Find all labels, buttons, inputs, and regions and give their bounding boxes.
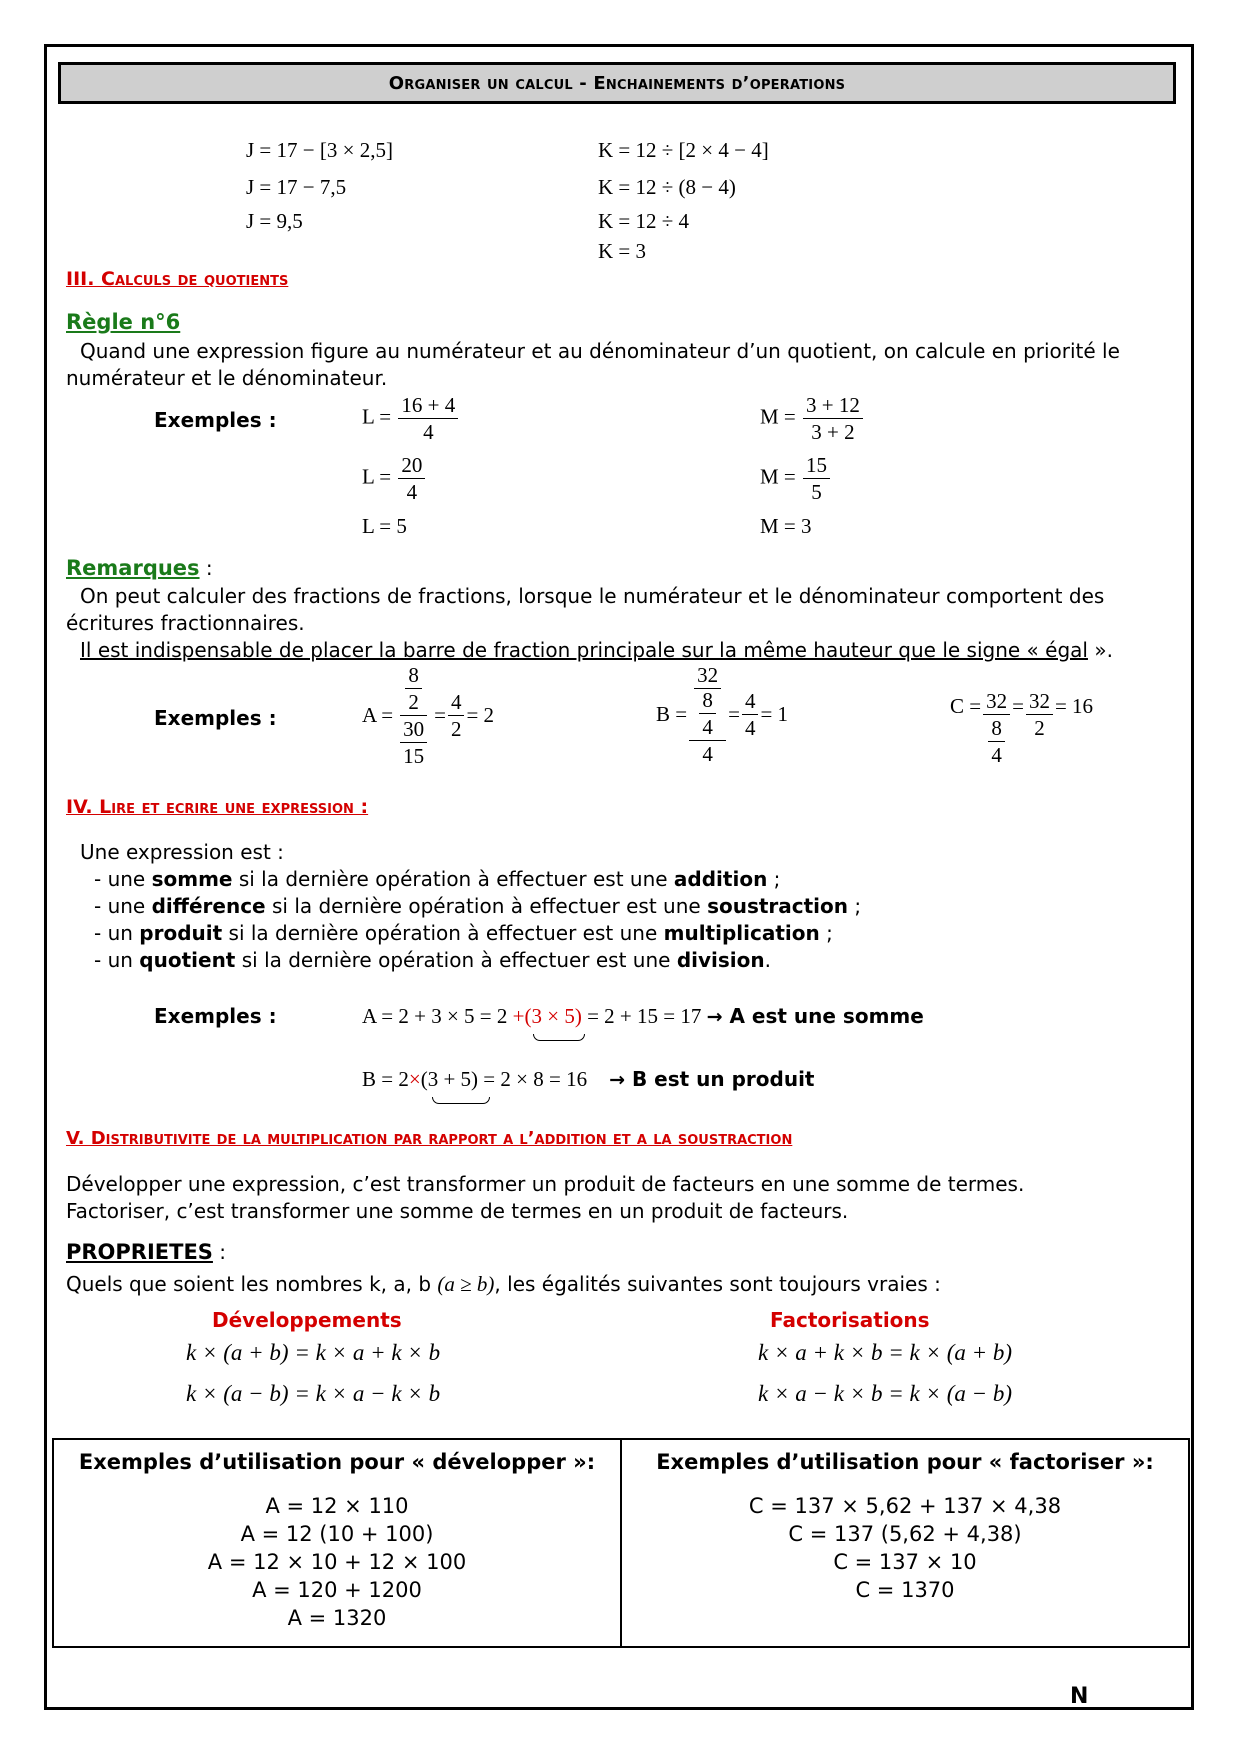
l2-den: 4 bbox=[406, 480, 418, 505]
props-post: , les égalités suivantes sont toujours vraies : bbox=[494, 1272, 941, 1296]
c-mid-num: 8 bbox=[988, 717, 1005, 742]
b-lhs: B = bbox=[656, 702, 688, 727]
expression-item-difference bbox=[94, 894, 861, 918]
remarks-colon: : bbox=[199, 556, 213, 580]
arrow-icon: → bbox=[706, 1006, 723, 1028]
remarks-heading bbox=[66, 556, 213, 580]
remarks-text-1: On peut calculer des fractions de fractions, lorsque le numérateur et le dénominateur comportent des bbox=[80, 584, 1105, 608]
page-title bbox=[58, 62, 1176, 104]
props-pre: Quels que soient les nombres k, a, b bbox=[66, 1272, 438, 1296]
b-complex-fraction bbox=[689, 664, 726, 765]
develop-example-line: A = 1320 bbox=[287, 1606, 387, 1630]
j-line-1: J = 17 − [3 × 2,5] bbox=[246, 138, 393, 162]
page-corner-mark: N bbox=[1070, 1684, 1089, 1709]
item-op: soustraction bbox=[707, 894, 849, 918]
item-term: différence bbox=[151, 894, 266, 918]
develop-example-line: A = 12 × 110 bbox=[265, 1494, 409, 1518]
develop-example-line: A = 120 + 1200 bbox=[252, 1578, 422, 1602]
item-pre: - un bbox=[94, 921, 140, 945]
underbrace-a bbox=[533, 1034, 585, 1041]
l1-lhs: L = bbox=[362, 404, 392, 429]
l-line-3: L = 5 bbox=[362, 514, 407, 538]
item-op: division bbox=[676, 948, 765, 972]
l1-num: 16 + 4 bbox=[398, 394, 458, 419]
item-post: ; bbox=[819, 921, 833, 945]
develop-formula-1: k × (a + b) = k × a + k × b bbox=[186, 1340, 441, 1365]
examples-label-expressions: Exemples : bbox=[154, 1004, 277, 1028]
b-top: 32 bbox=[694, 664, 721, 689]
b-top-fraction bbox=[694, 664, 721, 738]
k-line-2: K = 12 ÷ (8 − 4) bbox=[598, 175, 736, 199]
item-mid: si la dernière opération à effectuer est une bbox=[222, 921, 664, 945]
c-complex-fraction bbox=[983, 690, 1010, 766]
c-top: 32 bbox=[983, 690, 1010, 715]
l1-den: 4 bbox=[423, 420, 434, 445]
m-line-2 bbox=[760, 454, 832, 503]
factor-examples-header: Exemples d’utilisation pour « factoriser »: bbox=[656, 1450, 1154, 1474]
item-mid: si la dernière opération à effectuer est une bbox=[235, 948, 677, 972]
a-result: = 2 bbox=[466, 703, 495, 728]
develop-formula-2: k × (a − b) = k × a − k × b bbox=[186, 1381, 441, 1406]
c-r-den: 2 bbox=[1034, 716, 1045, 741]
l1-fraction bbox=[398, 394, 458, 443]
item-term: somme bbox=[151, 867, 233, 891]
exa-plus: + bbox=[512, 1004, 525, 1028]
example-product bbox=[362, 1067, 815, 1092]
exb-times: × bbox=[408, 1067, 421, 1091]
develop-examples-column bbox=[54, 1440, 620, 1646]
a-result-fraction bbox=[448, 691, 465, 740]
m2-lhs: M = bbox=[760, 464, 796, 489]
a-bot-den: 15 bbox=[403, 744, 425, 769]
section-4-title: IV. Lire et ecrire une expression : bbox=[66, 796, 369, 818]
rule-6-text-1: Quand une expression figure au numérateur et au dénominateur d’un quotient, on calcule en priorité le bbox=[80, 339, 1120, 363]
examples-label-quotients: Exemples : bbox=[154, 408, 277, 432]
j-line-3: J = 9,5 bbox=[246, 209, 303, 233]
factor-example-line: C = 137 × 5,62 + 137 × 4,38 bbox=[748, 1494, 1062, 1518]
section-3-title: III. Calculs de quotients bbox=[66, 268, 289, 290]
example-b bbox=[656, 664, 788, 765]
page-title-text: Organiser un calcul - Enchainements d’operations bbox=[388, 72, 846, 94]
l-line-1 bbox=[362, 394, 460, 443]
l2-lhs: L = bbox=[362, 464, 392, 489]
m-line-3: M = 3 bbox=[760, 514, 812, 538]
remarks-end: ». bbox=[1087, 638, 1113, 662]
exa-conclusion: A est une somme bbox=[722, 1004, 924, 1028]
exb-pre: B = 2 bbox=[362, 1067, 409, 1091]
m1-lhs: M = bbox=[760, 404, 796, 429]
exa-paren: (3 × 5) bbox=[524, 1004, 582, 1028]
item-post: . bbox=[764, 948, 771, 972]
a-r-num: 4 bbox=[448, 691, 465, 716]
a-complex-fraction bbox=[395, 664, 432, 767]
exa-pre: A = 2 + 3 × 5 = 2 bbox=[362, 1004, 513, 1028]
definition-develop: Développer une expression, c’est transformer un produit de facteurs en une somme de termes. bbox=[66, 1172, 1025, 1196]
expression-item-quotient bbox=[94, 948, 771, 972]
k-line-3: K = 12 ÷ 4 bbox=[598, 209, 690, 233]
item-op: addition bbox=[673, 867, 768, 891]
a-eq: = bbox=[434, 703, 446, 728]
l2-num: 20 bbox=[398, 454, 425, 479]
c-lhs: C = bbox=[950, 694, 982, 718]
m-line-1 bbox=[760, 394, 865, 443]
remarks-text-2: écritures fractionnaires. bbox=[66, 611, 305, 635]
underbrace-b bbox=[432, 1097, 490, 1104]
l-line-2 bbox=[362, 454, 427, 503]
expression-intro: Une expression est : bbox=[80, 840, 284, 864]
c-bottom-fraction bbox=[988, 717, 1005, 766]
properties-heading bbox=[66, 1240, 226, 1264]
factorisations-title: Factorisations bbox=[770, 1308, 930, 1332]
remarks-title: Remarques bbox=[66, 556, 200, 580]
factor-example-line: C = 137 (5,62 + 4,38) bbox=[788, 1522, 1022, 1546]
remarks-underlined: Il est indispensable de placer la barre de fraction principale sur la même hauteur que le signe « égal bbox=[80, 638, 1088, 662]
item-post: ; bbox=[767, 867, 781, 891]
arrow-icon: → bbox=[609, 1069, 625, 1091]
c-result-fraction bbox=[1026, 690, 1053, 739]
expression-item-sum bbox=[94, 867, 780, 891]
expression-item-product bbox=[94, 921, 833, 945]
factor-formula-1: k × a + k × b = k × (a + b) bbox=[758, 1340, 1013, 1365]
j-line-2: J = 17 − 7,5 bbox=[246, 175, 347, 199]
exb-conclusion: B est un produit bbox=[625, 1067, 815, 1091]
a-top-fraction bbox=[405, 664, 422, 713]
develop-example-line: A = 12 × 10 + 12 × 100 bbox=[207, 1550, 467, 1574]
b-r-den: 4 bbox=[744, 716, 756, 741]
properties-text bbox=[66, 1272, 941, 1297]
example-a bbox=[362, 664, 494, 767]
b-bottom: 4 bbox=[702, 742, 713, 767]
b-eq: = bbox=[728, 702, 740, 727]
example-sum bbox=[362, 1004, 924, 1029]
b-result: = 1 bbox=[760, 702, 789, 727]
definition-factor: Factoriser, c’est transformer une somme de termes en un produit de facteurs. bbox=[66, 1199, 849, 1223]
b-mid-den: 4 bbox=[702, 715, 713, 740]
a-top-den: 2 bbox=[408, 690, 419, 715]
b-mid-num: 8 bbox=[699, 689, 716, 714]
l2-fraction bbox=[398, 454, 425, 503]
m1-fraction bbox=[803, 394, 863, 443]
item-pre: - une bbox=[94, 867, 152, 891]
props-condition: (a ≥ b) bbox=[437, 1272, 495, 1296]
a-r-den: 2 bbox=[450, 717, 462, 742]
item-post: ; bbox=[848, 894, 862, 918]
k-line-1: K = 12 ÷ [2 × 4 − 4] bbox=[598, 138, 769, 162]
m1-num: 3 + 12 bbox=[803, 394, 863, 419]
develop-example-line: A = 12 (10 + 100) bbox=[240, 1522, 434, 1546]
m1-den: 3 + 2 bbox=[811, 420, 855, 445]
item-pre: - une bbox=[94, 894, 152, 918]
factor-examples-column bbox=[620, 1440, 1188, 1646]
factor-example-line: C = 1370 bbox=[855, 1578, 955, 1602]
developments-title: Développements bbox=[212, 1308, 402, 1332]
examples-table bbox=[52, 1438, 1190, 1648]
rule-6-title: Règle n°6 bbox=[66, 310, 181, 334]
a-bot-num: 30 bbox=[400, 718, 427, 743]
a-bottom-fraction bbox=[400, 718, 427, 767]
properties-title: PROPRIETES bbox=[66, 1240, 213, 1264]
b-r-num: 4 bbox=[742, 690, 759, 715]
c-r-num: 32 bbox=[1026, 690, 1053, 715]
rule-6-text-2: numérateur et le dénominateur. bbox=[66, 366, 388, 390]
m2-den: 5 bbox=[811, 480, 822, 505]
c-result: = 16 bbox=[1054, 694, 1094, 718]
item-op: multiplication bbox=[663, 921, 820, 945]
develop-examples-header: Exemples d’utilisation pour « développer »: bbox=[78, 1450, 596, 1474]
item-term: produit bbox=[139, 921, 223, 945]
m2-fraction bbox=[803, 454, 830, 503]
item-mid: si la dernière opération à effectuer est une bbox=[232, 867, 674, 891]
item-mid: si la dernière opération à effectuer est une bbox=[265, 894, 708, 918]
remarks-important bbox=[80, 638, 1113, 662]
section-5-title: V. Distributivite de la multiplication par rapport a l’addition et a la soustraction bbox=[66, 1128, 793, 1149]
factor-example-line: C = 137 × 10 bbox=[833, 1550, 977, 1574]
a-top-num: 8 bbox=[405, 664, 422, 689]
k-line-4: K = 3 bbox=[598, 239, 647, 263]
b-result-fraction bbox=[742, 690, 759, 739]
exb-paren: (3 + 5) bbox=[420, 1067, 479, 1091]
exa-post: = 2 + 15 = 17 bbox=[581, 1004, 707, 1028]
exb-post: = 2 × 8 = 16 bbox=[478, 1067, 588, 1091]
m2-num: 15 bbox=[803, 454, 830, 479]
item-pre: - un bbox=[94, 948, 140, 972]
item-term: quotient bbox=[139, 948, 236, 972]
c-eq: = bbox=[1012, 694, 1024, 718]
a-lhs: A = bbox=[362, 703, 394, 728]
examples-label-fractions: Exemples : bbox=[154, 706, 277, 730]
factor-formula-2: k × a − k × b = k × (a − b) bbox=[758, 1381, 1013, 1406]
properties-colon: : bbox=[212, 1240, 227, 1264]
c-mid-den: 4 bbox=[991, 743, 1002, 768]
example-c bbox=[950, 690, 1093, 766]
